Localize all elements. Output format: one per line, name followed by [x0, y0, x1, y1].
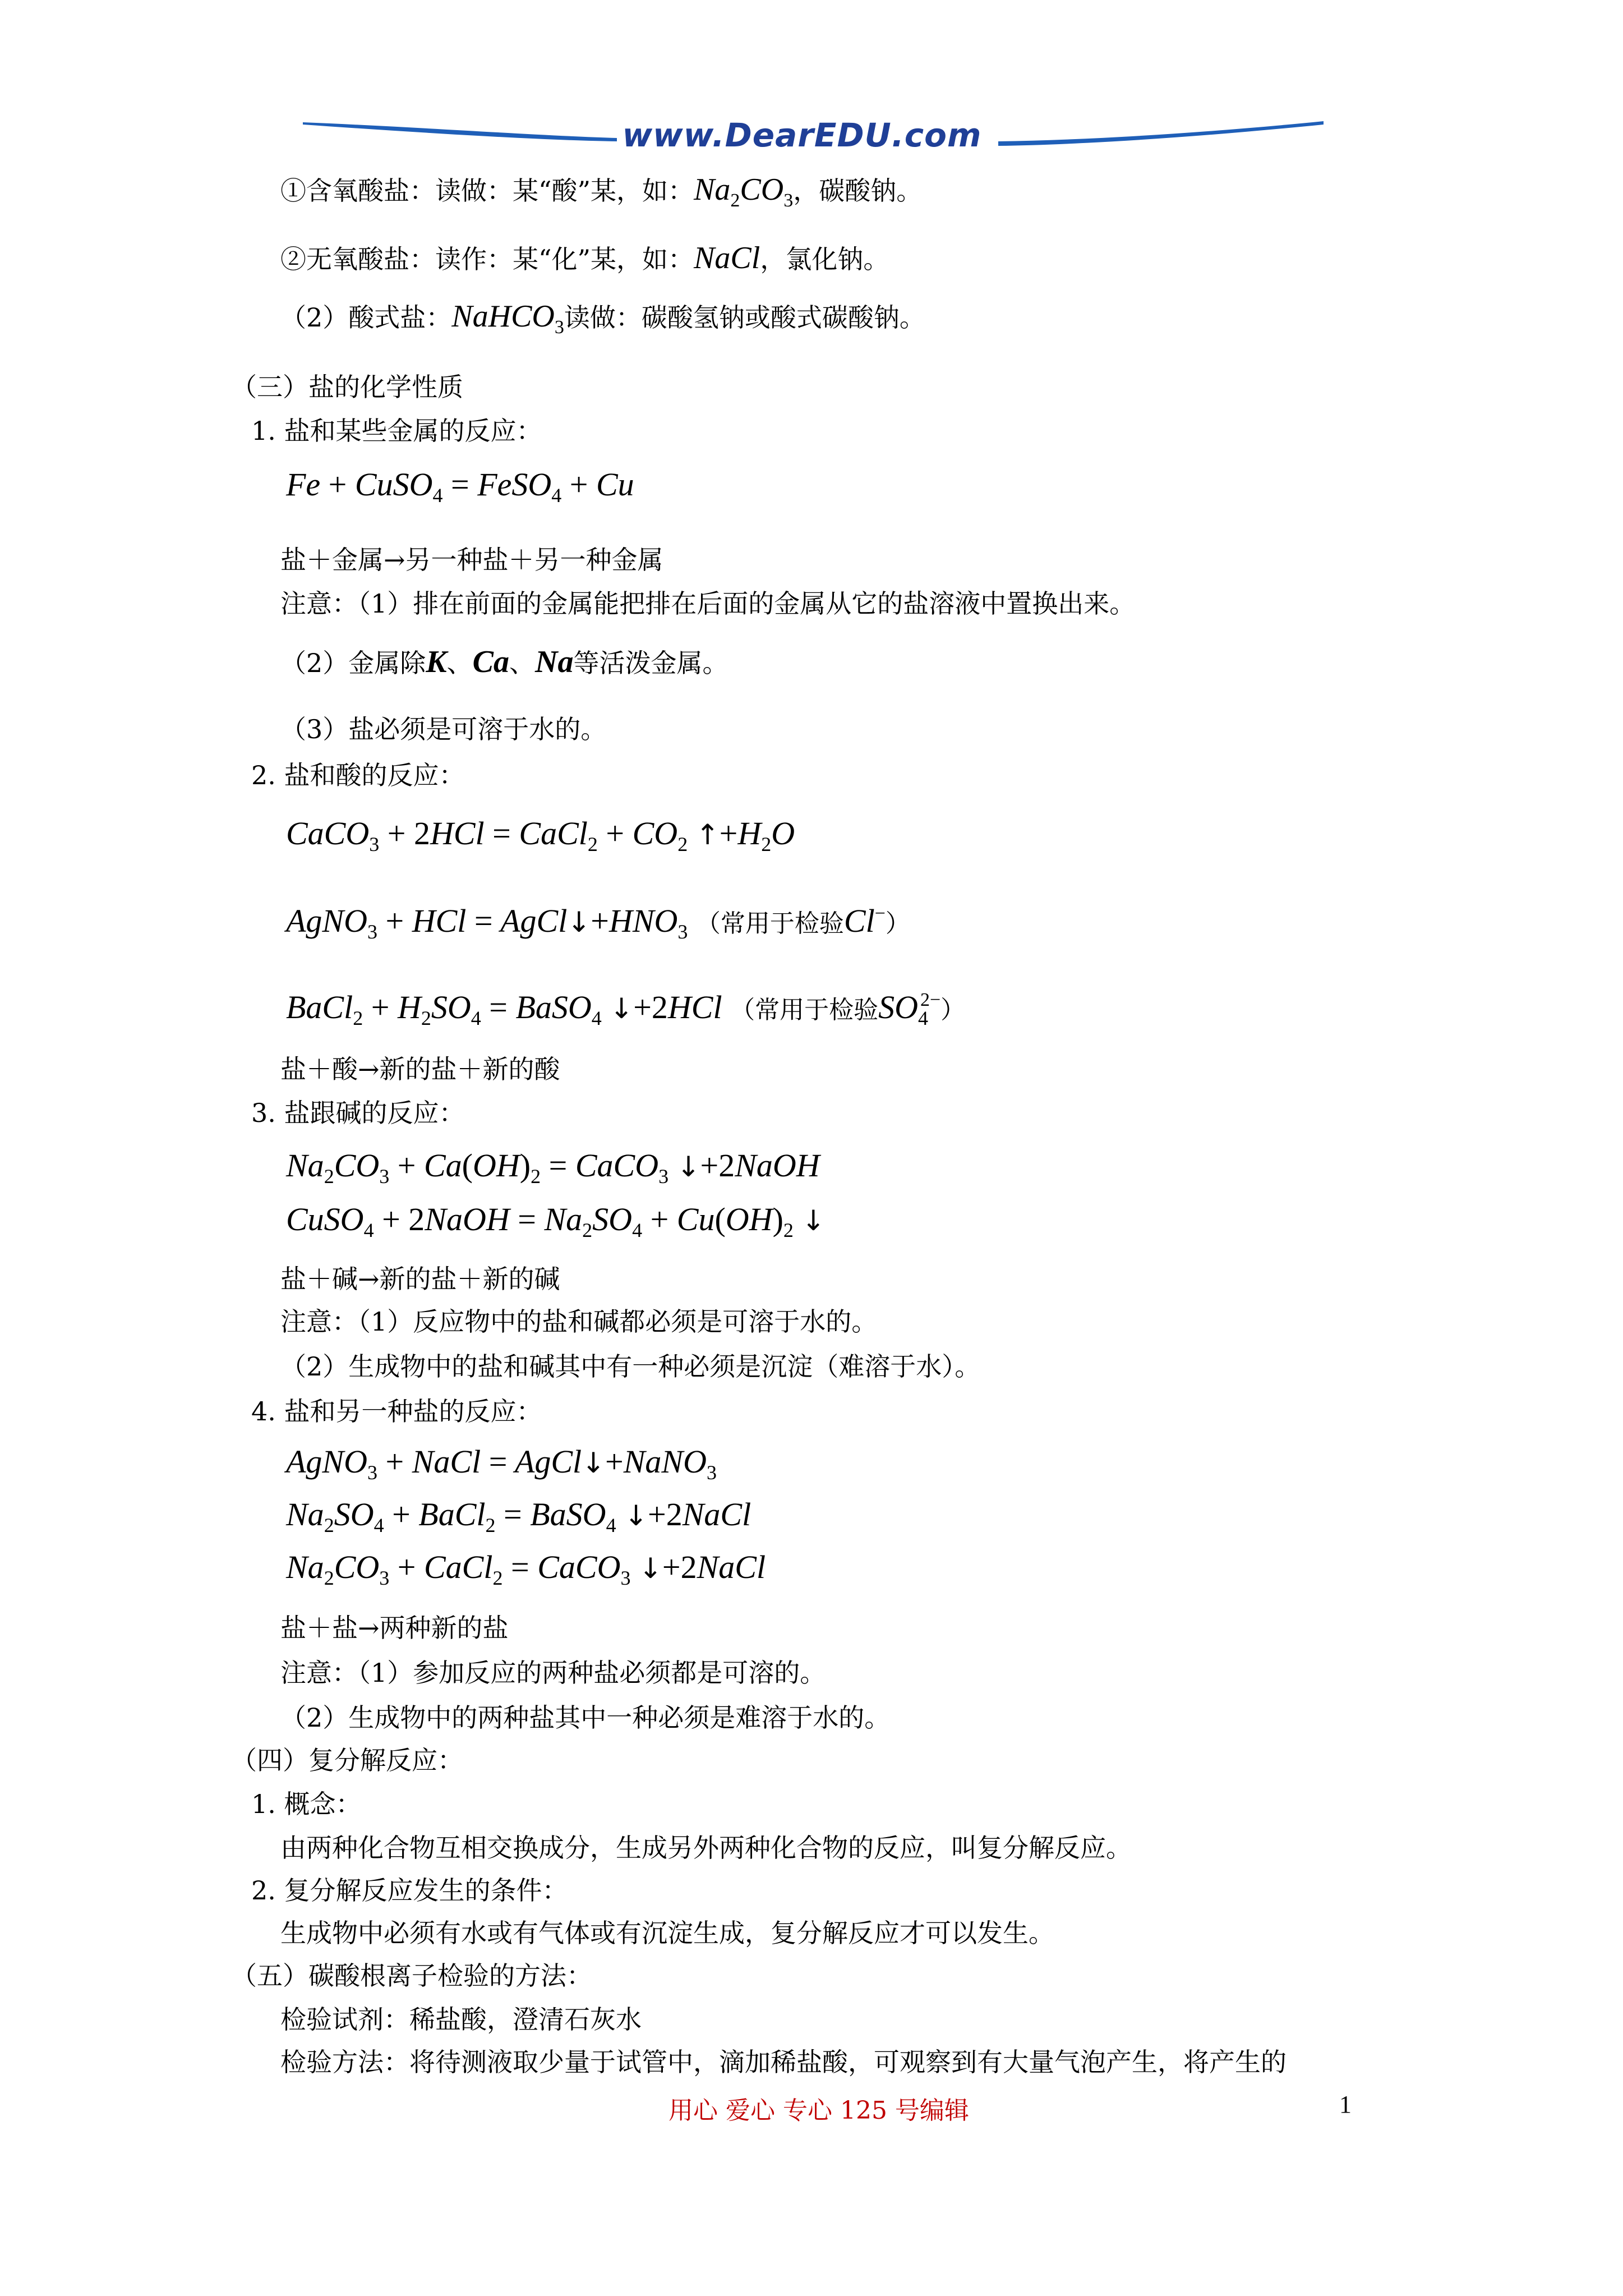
note-6: 注意：（1）参加反应的两种盐必须都是可溶的。 — [280, 1658, 826, 1688]
equation-caco3-hcl: CaCO$_3$ + 2HCl = CaCl$_2$ + $CO_2$ $↑+H_2O$ — [286, 815, 795, 855]
text-test-reagent: 检验试剂：稀盐酸，澄清石灰水 — [280, 2004, 642, 2035]
formula-k: K — [426, 645, 447, 679]
text-nonoxy-tail: ，氯化钠。 — [760, 244, 889, 274]
equation-agno3-hcl: AgNO$_3$ + HCl = $AgCl↓+HNO_3$ （常用于检验Cl−） — [286, 903, 910, 943]
equation-bacl2-h2so4: BaCl$_2$ + $H_2SO_4$ = BaSO$_4$ ↓+2HCl （常用于检验$SO_4^{2-}$） — [286, 989, 966, 1029]
section-heading-3: （三）盐的化学性质 — [231, 372, 463, 402]
note-7: （2）生成物中的两种盐其中一种必须是难溶于水的。 — [280, 1703, 891, 1733]
text-condition: 生成物中必须有水或有气体或有沉淀生成，复分解反应才可以发生。 — [280, 1918, 1054, 1948]
text-test-method: 检验方法：将待测液取少量于试管中，滴加稀盐酸，可观察到有大量气泡产生，将产生的 — [280, 2047, 1287, 2077]
general-rule-2: 盐＋酸→新的盐＋新的酸 — [280, 1054, 560, 1084]
general-rule-4: 盐＋盐→两种新的盐 — [280, 1613, 509, 1643]
formula-nacl: NaCl — [694, 241, 760, 275]
subheading-4-1: 1. 概念： — [251, 1789, 362, 1819]
formula-na2co3: $Na_2CO_3$ — [694, 172, 794, 211]
note-test-cl: （常用于检验 — [695, 909, 844, 938]
text-concept: 由两种化合物互相交换成分，生成另外两种化合物的反应，叫复分解反应。 — [280, 1833, 1132, 1863]
note-2: （2）金属除K、Ca、Na等活泼金属。 — [280, 645, 728, 679]
subheading-3-2: 2. 盐和酸的反应： — [251, 760, 465, 790]
note-4: 注意：（1）反应物中的盐和碱都必须是可溶于水的。 — [280, 1306, 878, 1337]
text-oxyacid-label: ①含氧酸盐：读做：某“酸”某，如： — [280, 176, 694, 206]
equation-na2so4-bacl2: $Na_2SO_4$ + BaCl$_2$ = BaSO$_4$ ↓+2NaCl — [286, 1496, 751, 1536]
note-1: 注意：（1）排在前面的金属能把排在后面的金属从它的盐溶液中置换出来。 — [280, 588, 1136, 619]
text-line-nonoxy-salt — [280, 240, 889, 277]
subheading-3-3: 3. 盐跟碱的反应： — [251, 1098, 465, 1128]
page-number: 1 — [1339, 2091, 1352, 2118]
equation-cuso4-naoh: CuSO$_4$ + 2NaOH = $Na_2SO_4 + Cu(OH)_2$ ↓ — [286, 1201, 826, 1241]
equation-na2co3-caoh2: $Na_2CO_3 + Ca(OH)_2$ = CaCO$_3$ ↓+2NaOH — [286, 1147, 820, 1188]
header-banner — [303, 116, 1324, 155]
note-3: （3）盐必须是可溶于水的。 — [280, 714, 607, 744]
equation-fe-cuso4: Fe + CuSO$_4$ = FeSO$_4$ + Cu — [286, 466, 634, 507]
formula-na: Na — [535, 645, 574, 679]
text-line-acid-salt — [280, 298, 925, 338]
text-oxyacid-tail: ，碳酸钠。 — [793, 176, 923, 206]
subheading-3-4: 4. 盐和另一种盐的反应： — [251, 1396, 542, 1427]
formula-ca: Ca — [472, 645, 509, 679]
general-rule-3: 盐＋碱→新的盐＋新的碱 — [280, 1264, 560, 1294]
text-acid-salt-tail: 读做：碳酸氢钠或酸式碳酸钠。 — [564, 302, 925, 333]
subheading-4-2: 2. 复分解反应发生的条件： — [251, 1875, 568, 1906]
section-heading-4: （四）复分解反应： — [231, 1745, 463, 1775]
equation-agno3-nacl: AgNO$_3$ + NaCl = AgCl↓+NaNO$_3$ — [286, 1443, 717, 1484]
formula-nahco3: NaHCO$_3$ — [451, 299, 564, 338]
equation-na2co3-cacl2: $Na_2CO_3$ + CaCl$_2$ = CaCO$_3$ ↓+2NaCl — [286, 1549, 766, 1589]
note-5: （2）生成物中的盐和碱其中有一种必须是沉淀（难溶于水）。 — [280, 1351, 981, 1382]
footer-text: 用心 爱心 专心 125 号编辑 — [668, 2096, 969, 2125]
text-acid-salt-label: （2）酸式盐： — [280, 302, 452, 333]
text-nonoxy-label: ②无氧酸盐：读作：某“化”某，如： — [280, 244, 694, 274]
section-heading-5: （五）碳酸根离子检验的方法： — [231, 1961, 592, 1991]
note-test-so4: （常用于检验 — [730, 996, 879, 1024]
text-line-oxyacid-salt — [280, 172, 922, 209]
subheading-3-1: 1. 盐和某些金属的反应： — [251, 416, 542, 446]
general-rule-1: 盐＋金属→另一种盐＋另一种金属 — [280, 545, 663, 575]
site-logo-text: www.DearEDU.com — [622, 116, 982, 154]
